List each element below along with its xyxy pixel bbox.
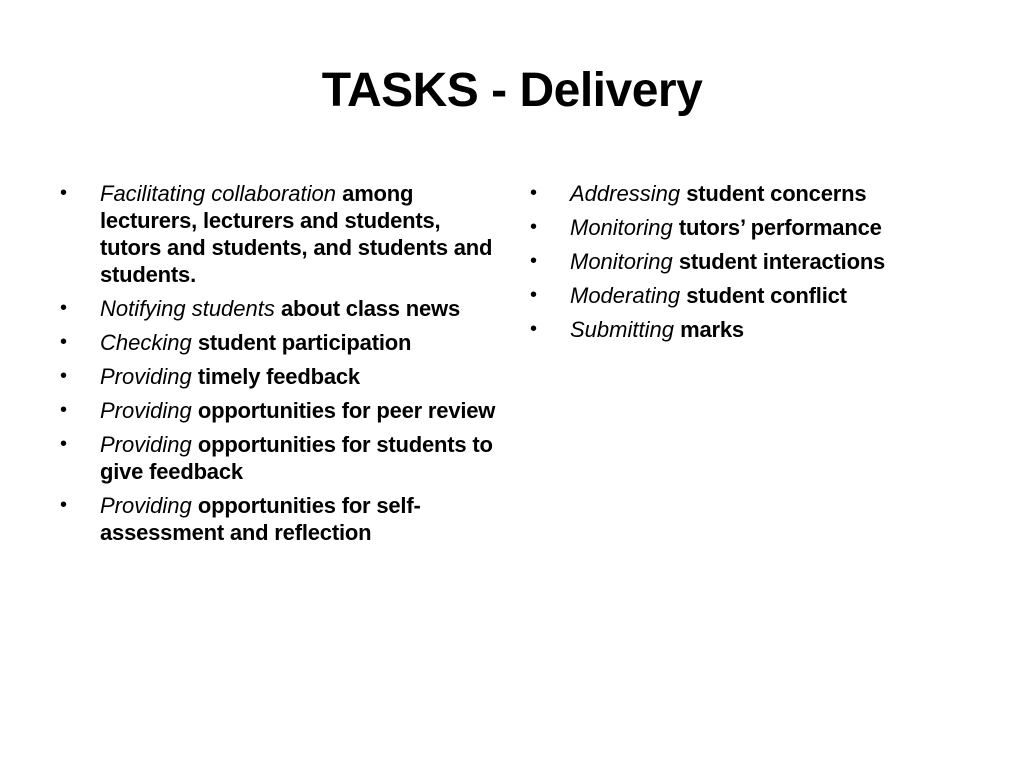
list-item bbox=[58, 180, 498, 288]
slide-title: TASKS - Delivery bbox=[321, 64, 703, 117]
task-verb: Checking bbox=[100, 330, 192, 355]
task-verb: Submitting bbox=[570, 317, 674, 342]
list-item bbox=[58, 295, 498, 322]
task-object: student conflict bbox=[686, 283, 847, 308]
bullet-icon: • bbox=[530, 182, 538, 204]
task-verb: Monitoring bbox=[570, 215, 673, 240]
task-verb: Moderating bbox=[570, 283, 681, 308]
task-object: about class news bbox=[281, 296, 460, 321]
bullet-icon: • bbox=[60, 365, 68, 387]
bullet-icon: • bbox=[60, 494, 68, 516]
bullet-icon: • bbox=[530, 284, 538, 306]
list-item bbox=[528, 316, 998, 343]
bullet-icon: • bbox=[60, 399, 68, 421]
bullet-icon: • bbox=[60, 297, 68, 319]
task-verb: Providing bbox=[100, 493, 192, 518]
task-object: timely feedback bbox=[197, 364, 360, 389]
task-object: among lecturers, lecturers and students, tutors and students, and students and students. bbox=[100, 181, 493, 287]
task-object: opportunities for peer review bbox=[197, 398, 496, 423]
bullet-icon: • bbox=[60, 433, 68, 455]
task-object: opportunities for self-assessment and reflection bbox=[100, 493, 421, 545]
task-object: marks bbox=[680, 317, 744, 342]
bullet-icon: • bbox=[530, 318, 538, 340]
list-item bbox=[58, 329, 498, 356]
list-item bbox=[528, 282, 998, 309]
task-verb: Providing bbox=[100, 364, 192, 389]
list-item bbox=[528, 214, 998, 241]
list-item bbox=[528, 180, 998, 207]
task-verb: Addressing bbox=[570, 181, 681, 206]
list-item bbox=[58, 363, 498, 390]
task-object: tutors’ performance bbox=[678, 215, 882, 240]
task-object: student concerns bbox=[686, 181, 867, 206]
list-item bbox=[528, 248, 998, 275]
right-bullet-list bbox=[528, 180, 998, 350]
task-object: student interactions bbox=[678, 249, 886, 274]
left-bullet-list bbox=[58, 180, 498, 553]
list-item bbox=[58, 492, 498, 546]
bullet-icon: • bbox=[60, 182, 68, 204]
task-verb: Monitoring bbox=[570, 249, 673, 274]
list-item bbox=[58, 397, 498, 424]
bullet-icon: • bbox=[60, 331, 68, 353]
task-object: opportunities for students to give feedback bbox=[100, 432, 493, 484]
task-verb: Notifying students bbox=[100, 296, 275, 321]
bullet-icon: • bbox=[530, 216, 538, 238]
task-verb: Providing bbox=[100, 432, 192, 457]
task-verb: Facilitating collaboration bbox=[100, 181, 337, 206]
bullet-icon: • bbox=[530, 250, 538, 272]
list-item bbox=[58, 431, 498, 485]
task-object: student participation bbox=[197, 330, 412, 355]
task-verb: Providing bbox=[100, 398, 192, 423]
